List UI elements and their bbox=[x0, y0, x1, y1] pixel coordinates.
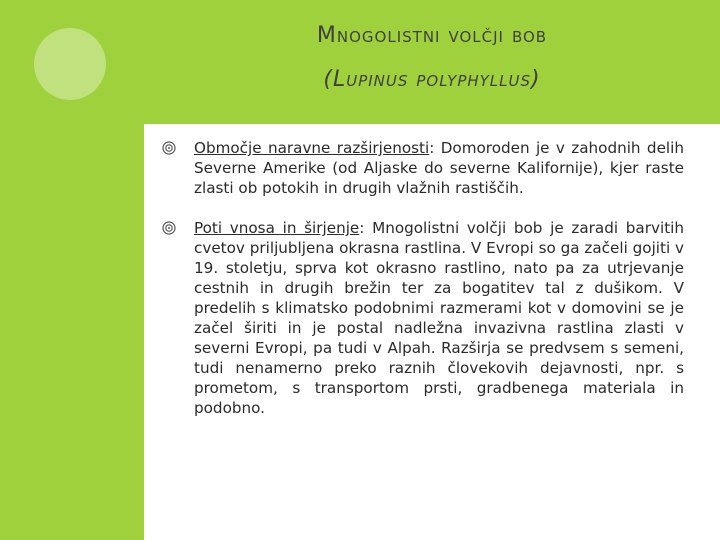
bullet-label: Območje naravne razširjenosti bbox=[194, 139, 430, 157]
slide-title bbox=[144, 14, 720, 102]
decorative-circle bbox=[34, 28, 106, 100]
bullet-native-range bbox=[162, 138, 684, 198]
bullet-label: Poti vnosa in širjenje bbox=[194, 219, 360, 237]
target-bullet-icon bbox=[162, 141, 176, 155]
bullet-body: : Mnogolistni volčji bob je zaradi barvitih cvetov priljubljena okrasna rastlina. V Evropi so ga začeli gojiti v 19. stoletju, sprva kot okrasno rastlino, nato pa za utrjevanje cestnih in drugih brežin ter za bogatitev tal z dušikom. V predelih s klimatsko podobnimi razmerami kot v domovini se je začel širiti in je postal nadležna invazivna rastlina zlasti v severni Evropi, pa tudi v Alpah. Razširja se predvsem s semeni, tudi nenamerno preko raznih človekovih dejavnosti, npr. s prometom, s transportom prsti, gradbenega materiala in podobno. bbox=[194, 219, 684, 417]
bullet-body: : Domoroden je v zahodnih delih Severne Amerike (od Aljaske do severne Kalifornije), kjer raste zlasti ob potokih in drugih vlažnih rastiščih. bbox=[194, 139, 684, 197]
title-line-common-name: Mnogolistni volčji bob bbox=[316, 23, 548, 48]
side-accent-bar bbox=[0, 0, 144, 540]
slide-content bbox=[162, 138, 684, 438]
target-bullet-icon bbox=[162, 221, 176, 235]
title-line-latin-name: (Lupinus polyphyllus) bbox=[323, 67, 541, 92]
bullet-introduction-pathways bbox=[162, 218, 684, 418]
